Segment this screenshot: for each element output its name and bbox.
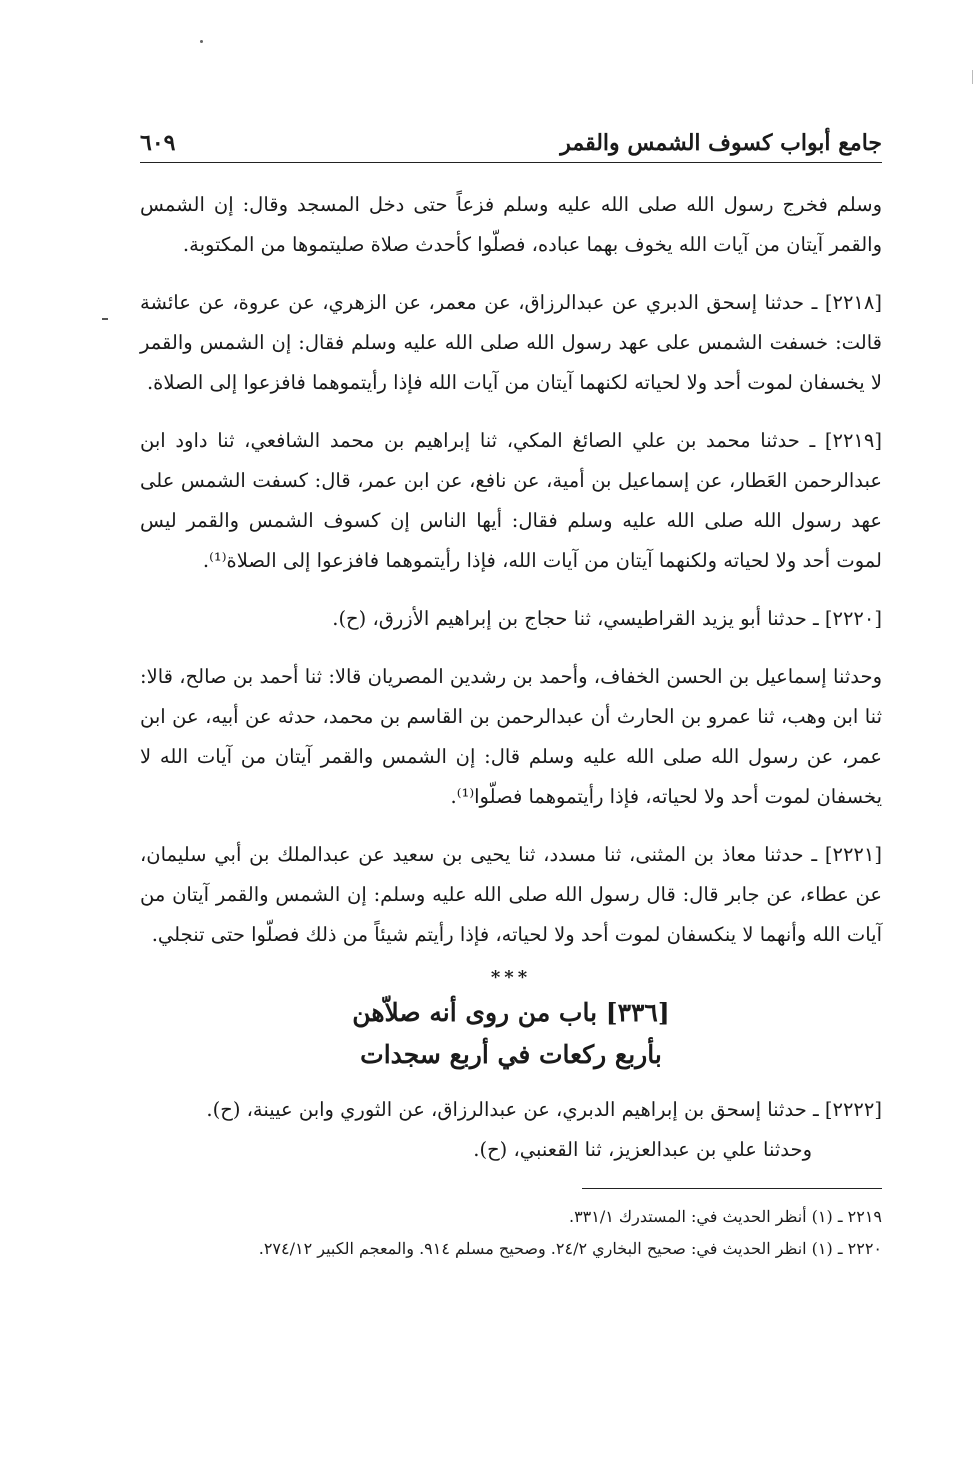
- footnote-rule: [582, 1188, 882, 1189]
- hadith-2218: [٢٢١٨] ـ حدثنا إسحق الدبري عن عبدالرزاق، عن معمر، عن الزهري، عن عروة، عن عائشة قالت: خسفت الشمس على عهد رسول الله صلى الله عليه وسلم فقال: إن الشمس والقمر لا يخسفان لموت أحد ولا لحياته لكنهما آيتان من آيات الله فإذا رأيتموهما فافزعوا إلى الصلاة.: [140, 291, 882, 394]
- book-page: [140, 118, 882, 1265]
- section-separator: ***: [490, 967, 532, 988]
- running-header: [140, 118, 882, 156]
- scan-mark: [102, 318, 108, 320]
- scan-line: [972, 70, 973, 84]
- chapter-heading-line2: بأربع ركعات في أربع سجدات: [360, 1040, 662, 1069]
- header-rule: [140, 162, 882, 163]
- scan-speck: [200, 40, 203, 43]
- hadith-2219: [٢٢١٩] ـ حدثنا محمد بن علي الصائغ المكي، ثنا إبراهيم بن محمد الشافعي، ثنا داود ابن عبدالرحمن العَطار، عن إسماعيل بن أمية، عن نافع، عن ابن عمر، قال: كسفت الشمس على عهد رسول الله صلى الله عليه وسلم فقال: أيها الناس إن كسوف الشمس والقمر ليس لموت أحد ولا لحياته ولكنهما آيتان من آيات الله، فإذا رأيتموهما فافزعوا إلى الصلاة⁽¹⁾.: [140, 429, 882, 572]
- running-title: جامع أبواب كسوف الشمس والقمر: [560, 130, 882, 156]
- main-text: [140, 185, 882, 1170]
- hadith-2222: [٢٢٢٢] ـ حدثنا إسحق بن إبراهيم الدبري، عن عبدالرزاق، عن الثوري وابن عيينة، (ح).: [206, 1098, 882, 1121]
- footnote-2220: ٢٢٢٠ ـ (١) انظر الحديث في: صحيح البخاري ٢٤/٢. وصحيح مسلم ٩١٤. والمعجم الكبير ٢٧٤/١٢.: [258, 1239, 882, 1258]
- hadith-2220-chain: وحدثنا إسماعيل بن الحسن الخفاف، وأحمد بن رشدين المصريان قالا: ثنا أحمد بن صالح، قالا: ثنا ابن وهب، ثنا عمرو بن الحارث أن عبدالرحمن بن القاسم بن محمد، حدثه عن أبيه، عن ابن عمر، عن رسول الله صلى الله عليه وسلم قال: إن الشمس والقمر آيتان من آيات الله لا يخسفان لموت أحد ولا لحياته، فإذا رأيتموهما فصلّوا⁽¹⁾.: [140, 665, 882, 808]
- footnote-2219: ٢٢١٩ ـ (١) أنظر الحديث في: المستدرك ٣٣١/١.: [568, 1207, 882, 1226]
- paragraph-continuation: وسلم فخرج رسول الله صلى الله عليه وسلم فزعاً حتى دخل المسجد وقال: إن الشمس والقمر آيتان من آيات الله يخوف بهما عباده، فصلّوا كأحدث صلاة صليتموها من المكتوبة.: [140, 193, 882, 256]
- chapter-heading: [140, 992, 882, 1076]
- hadith-2221: [٢٢٢١] ـ حدثنا معاذ بن المثنى، ثنا مسدد، ثنا يحيى بن سعيد عن عبدالملك بن أبي سليمان، عن عطاء، عن جابر قال: قال رسول الله صلى الله عليه وسلم: إن الشمس والقمر آيتان من آيات الله وأنهما لا ينكسفان لموت أحد ولا لحياته، فإذا رأيتم شيئاً من ذلك فصلّوا حتى تنجلي.: [140, 843, 882, 946]
- page-number: ٦٠٩: [140, 130, 176, 156]
- hadith-2220: [٢٢٢٠] ـ حدثنا أبو يزيد القراطيسي، ثنا حجاج بن إبراهيم الأزرق، (ح).: [332, 607, 882, 630]
- hadith-2222-chain: وحدثنا علي بن عبدالعزيز، ثنا القعنبي، (ح).: [473, 1138, 812, 1161]
- chapter-heading-line1: [٣٣٦] باب من روى أنه صلاّهن: [352, 998, 670, 1027]
